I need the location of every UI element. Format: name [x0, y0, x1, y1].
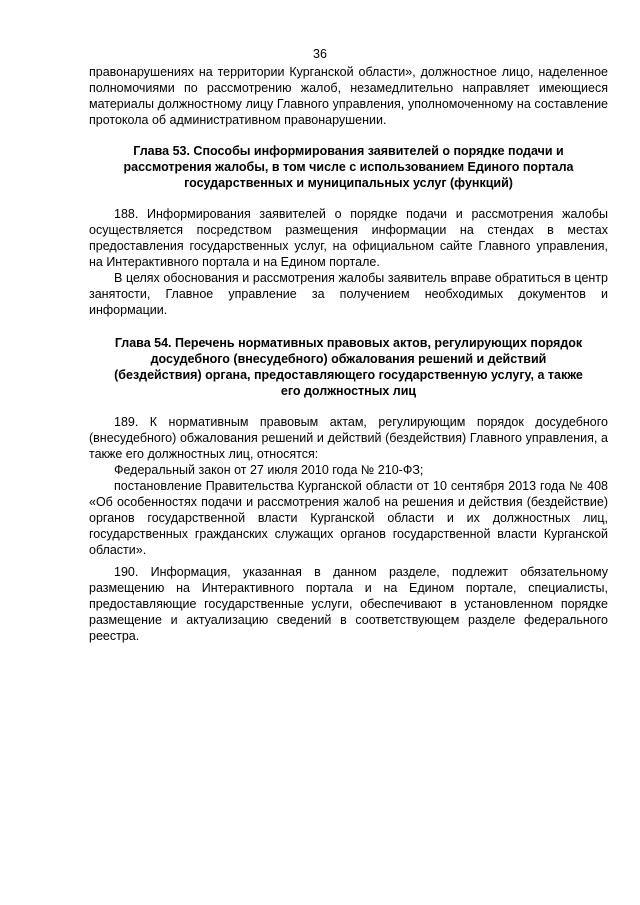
paragraph-188: 188. Информирования заявителей о порядке подачи и рассмотрения жалобы осуществляется посредством размещения информации на стендах в местах предоставления государственных услуг, на официальном сайте Главного управления, на Интерактивного портала и на Едином портале. [89, 207, 608, 269]
federal-law-item: Федеральный закон от 27 июля 2010 года № 210-ФЗ; [114, 463, 424, 477]
paragraph-189: 189. К нормативным правовым актам, регулирующим порядок досудебного (внесудебного) обжалования решений и действий (бездействия) Главного управления, а также его должностных лиц, относятся: [89, 415, 608, 461]
paragraph-190: 190. Информация, указанная в данном разделе, подлежит обязательному размещению на Интерактивного портала и на Едином портале, специалисты, предоставляющие государственные услуги, обеспечивают в установленном порядке размещение и актуализацию сведений в соответствующем разделе федерального реестра. [89, 565, 608, 643]
chapter-54-heading: Глава 54. Перечень нормативных правовых актов, регулирующих порядок досудебного (внесудебного) обжалования решений и действий (бездействия) органа, предоставляющего государственную услугу, а также его должностных лиц [114, 336, 583, 398]
page-content [89, 64, 608, 644]
chapter-53-heading: Глава 53. Способы информирования заявителей о порядке подачи и рассмотрения жалобы, в том числе с использованием Единого портала государственных и муниципальных услуг (функций) [123, 144, 574, 190]
intro-paragraph: правонарушениях на территории Курганской области», должностное лицо, наделенное полномочиями по рассмотрению жалоб, незамедлительно направляет имеющиеся материалы должностному лицу Главного управления, уполномоченному на составление протокола об административном правонарушении. [89, 65, 608, 127]
page-number: 36 [313, 47, 327, 61]
government-resolution-item: постановление Правительства Курганской области от 10 сентября 2013 года № 408 «Об особенностях подачи и рассмотрения жалоб на решения и действия (бездействие) органов государственной власти Курганской области и их должностных лиц, государственных гражданских служащих органов государственной власти Курганской области». [89, 479, 608, 557]
paragraph-188-continuation: В целях обоснования и рассмотрения жалобы заявитель вправе обратиться в центр занятости, Главное управление за получением необходимых документов и информации. [89, 271, 608, 317]
